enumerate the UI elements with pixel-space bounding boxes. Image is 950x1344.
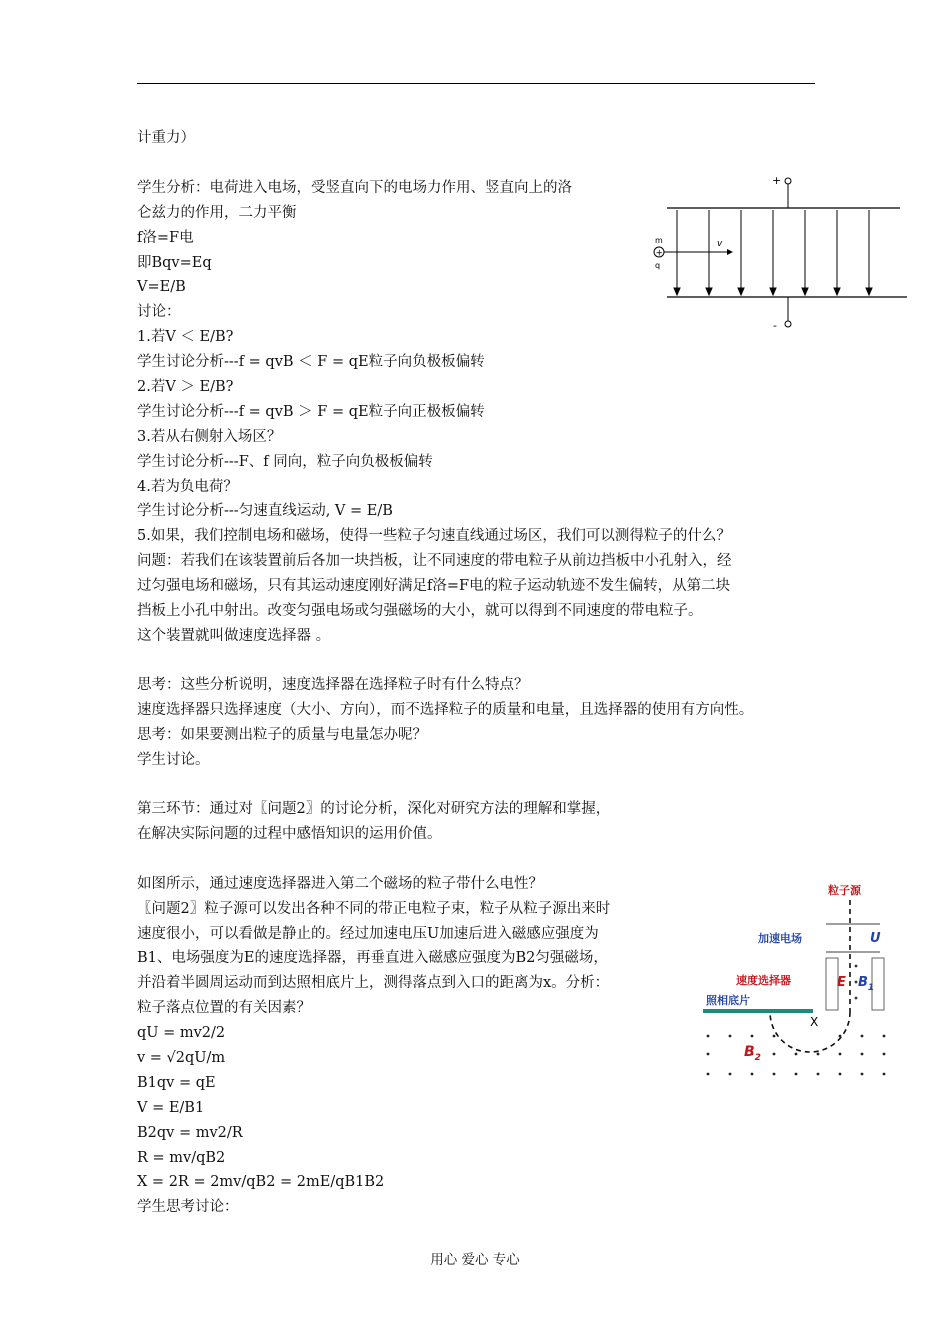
text-line: 学生思考讨论：: [137, 1199, 239, 1215]
page-footer: 用心 爱心 专心: [430, 1252, 520, 1268]
text-line: X = 2R = 2mv/qB2 = 2mE/qB1B2: [137, 1174, 385, 1190]
film-label: 照相底片: [706, 994, 750, 1007]
text-line: 学生讨论。: [137, 752, 210, 768]
crossed-field-figure: [645, 170, 915, 340]
text-line: V=E/B: [137, 279, 186, 295]
velocity-label: v: [717, 239, 723, 249]
text-line: 学生讨论分析---f = qvB ＞ F = qE粒子向正极板偏转: [137, 404, 485, 420]
text-line: 第三环节：通过对〖问题2〗的讨论分析，深化对研究方法的理解和掌握，: [137, 801, 611, 817]
svg-text:+: +: [655, 248, 664, 259]
text-line: 并沿着半圆周运动而到达照相底片上，测得落点到入口的距离为x。分析：: [137, 975, 610, 991]
text-line: 学生讨论分析---匀速直线运动, V = E/B: [137, 503, 393, 519]
mass-label: m: [655, 236, 663, 245]
terminal-top: [785, 178, 791, 184]
text-line: 在解决实际问题的过程中感悟知识的运用价值。: [137, 826, 442, 842]
text-line: 仑兹力的作用，二力平衡: [137, 205, 297, 221]
text-line: 思考：如果要测出粒子的质量与电量怎办呢？: [137, 727, 427, 743]
plus-label: +: [772, 174, 782, 187]
text-line: 挡板上小孔中射出。改变匀强电场或匀强磁场的大小，就可以得到不同速度的带电粒子。: [137, 603, 703, 619]
text-line: 问题：若我们在该装置前后各加一块挡板，让不同速度的带电粒子从前边挡板中小孔射入，经: [137, 553, 732, 569]
text-line: 5.如果，我们控制电场和磁场，使得一些粒子匀速直线通过场区，我们可以测得粒子的什么？: [137, 528, 731, 544]
text-line: 学生分析：电荷进入电场，受竖直向下的电场力作用、竖直向上的洛: [137, 180, 572, 196]
text-line: 即Bqv=Eq: [137, 255, 212, 271]
text-line: 计重力）: [137, 130, 195, 146]
charge-label: q: [655, 261, 661, 270]
text-line: 速度选择器只选择速度（大小、方向），而不选择粒子的质量和电量，且选择器的使用有方向性。: [137, 702, 754, 718]
text-line: 1.若V ＜ E/B?: [137, 329, 234, 345]
text-line: 学生讨论分析---f = qvB ＜ F = qE粒子向负极板偏转: [137, 354, 485, 370]
text-line: f洛=F电: [137, 230, 194, 246]
text-line: 学生讨论分析---F、f 同向，粒子向负极板偏转: [137, 454, 433, 470]
text-line: v = √2qU/m: [137, 1050, 226, 1066]
accel-label: 加速电场: [758, 932, 802, 945]
text-line: 4.若为负电荷？: [137, 479, 238, 495]
text-line: 这个装置就叫做速度选择器 。: [137, 628, 331, 644]
text-line: 思考：这些分析说明，速度选择器在选择粒子时有什么特点？: [137, 677, 529, 693]
source-label: 粒子源: [828, 884, 861, 897]
minus-label: -: [773, 319, 777, 332]
b2-field-dots: [707, 1035, 886, 1076]
mass-spectrometer-figure: [700, 878, 900, 1088]
terminal-bottom: [785, 321, 791, 327]
text-line: 过匀强电场和磁场，只有其运动速度刚好满足f洛=F电的粒子运动轨迹不发生偏转，从第二块: [137, 578, 731, 594]
text-line: 2.若V ＞ E/B?: [137, 379, 234, 395]
text-line: 〖问题2〗粒子源可以发出各种不同的带正电粒子束，粒子从粒子源出来时: [137, 901, 611, 917]
text-line: R = mv/qB2: [137, 1150, 226, 1166]
text-line: qU = mv2/2: [137, 1025, 226, 1041]
e-field-label: E: [837, 975, 846, 990]
text-line: B1qv = qE: [137, 1075, 216, 1091]
text-line: 3.若从右侧射入场区？: [137, 429, 282, 445]
x-label: X: [810, 1015, 819, 1029]
selector-field-dots: [855, 965, 858, 1000]
text-line: 如图所示，通过速度选择器进入第二个磁场的粒子带什么电性？: [137, 876, 543, 892]
b2-label: $B_2$: [744, 1044, 761, 1063]
voltage-label: U: [870, 931, 881, 946]
text-line: 讨论：: [137, 304, 181, 320]
header-rule: [137, 83, 815, 84]
b1-label: $B_1$: [858, 975, 875, 993]
text-line: V = E/B1: [137, 1100, 205, 1116]
text-line: 速度很小，可以看做是静止的。经过加速电压U加速后进入磁感应强度为: [137, 926, 599, 942]
text-line: B1、电场强度为E的速度选择器，再垂直进入磁感应强度为B2匀强磁场，: [137, 950, 608, 966]
text-line: 粒子落点位置的有关因素？: [137, 1000, 311, 1016]
photographic-film: [703, 1009, 813, 1013]
selector-label: 速度选择器: [736, 974, 791, 987]
text-line: B2qv = mv2/R: [137, 1125, 243, 1141]
